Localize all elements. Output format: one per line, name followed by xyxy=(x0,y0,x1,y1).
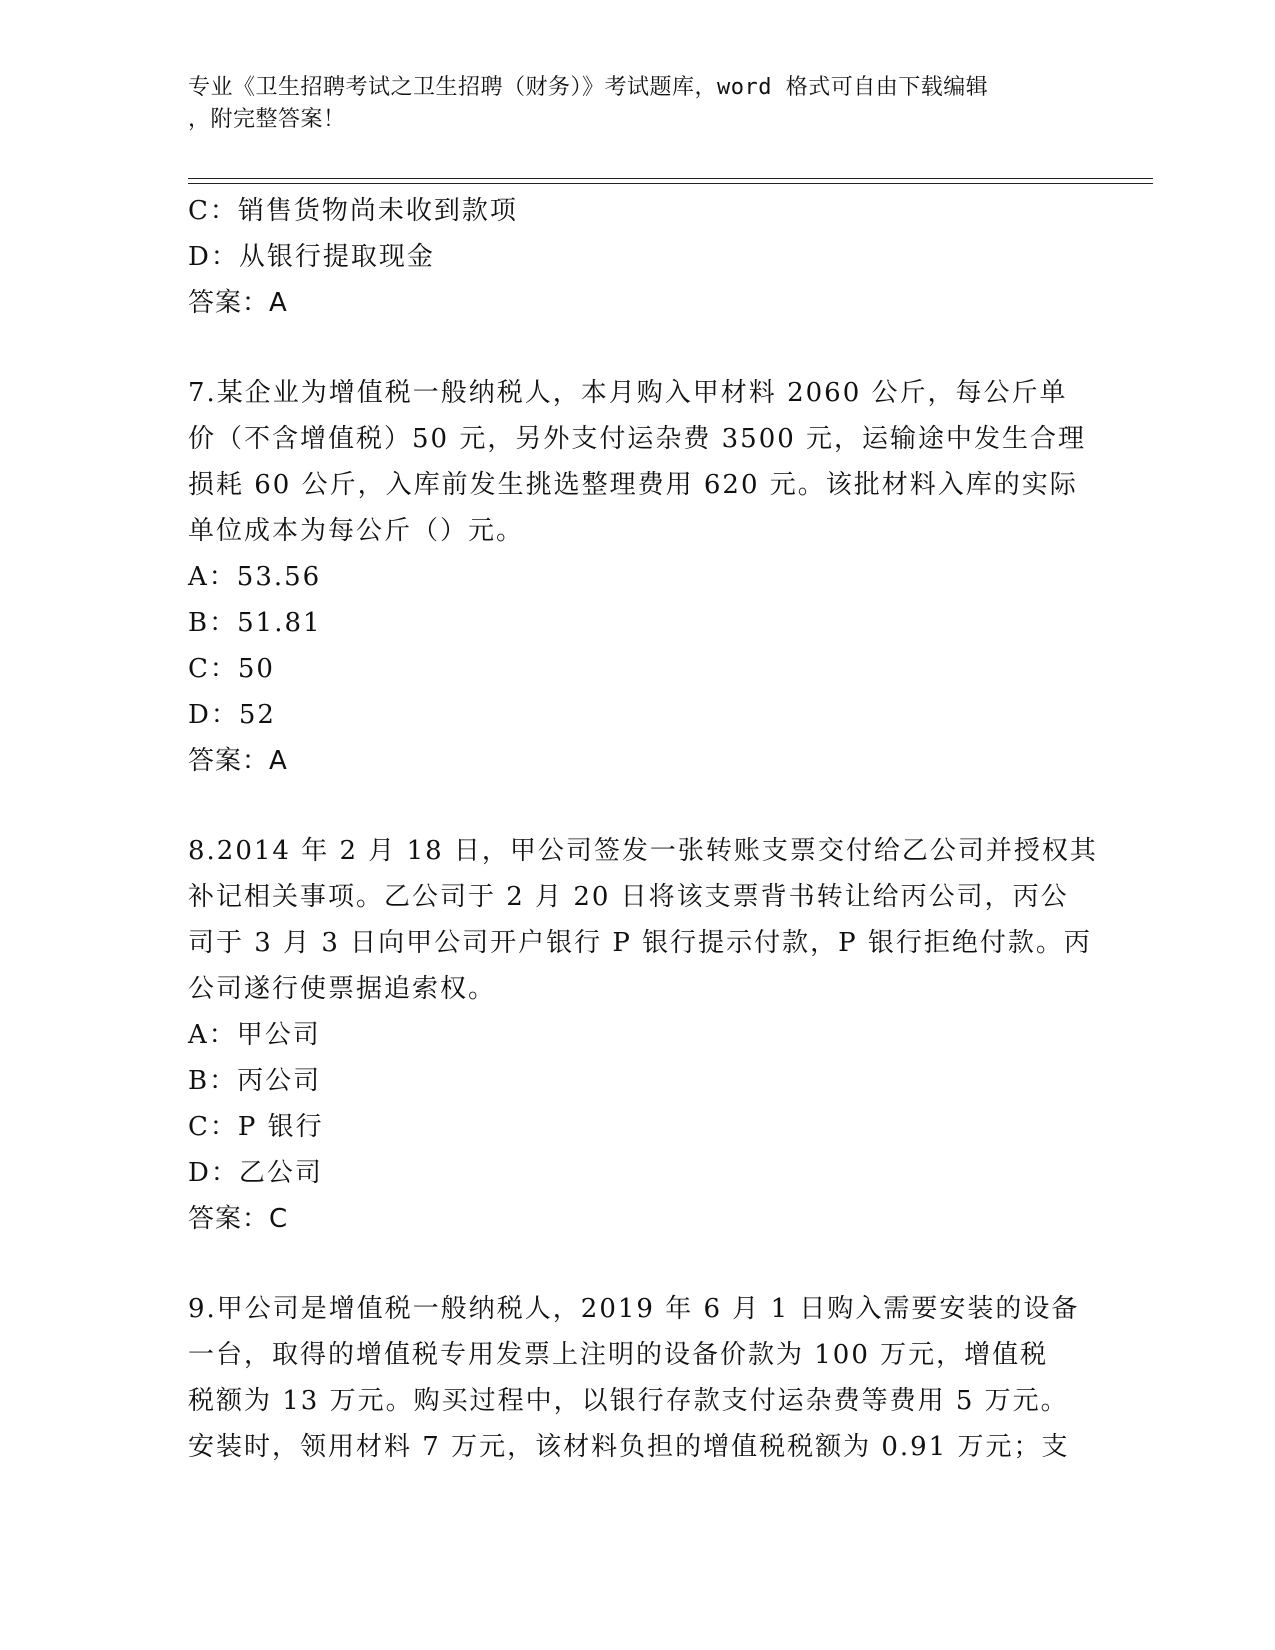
question-block-7 xyxy=(188,370,1088,784)
option-b: B：丙公司 xyxy=(188,1066,322,1096)
question-block-6 xyxy=(188,188,1088,326)
question-text-line: 7.某企业为增值税一般纳税人，本月购入甲材料 2060 公斤，每公斤单 xyxy=(188,378,1068,408)
question-block-8 xyxy=(188,828,1098,1242)
question-text-line: 补记相关事项。乙公司于 2 月 20 日将该支票背书转让给丙公司，丙公 xyxy=(188,882,1069,912)
option-d: D：乙公司 xyxy=(188,1158,323,1188)
question-text-line: 安装时，领用材料 7 万元，该材料负担的增值税税额为 0.91 万元；支 xyxy=(188,1432,1070,1462)
header-line-1: 专业《卫生招聘考试之卫生招聘（财务）》考试题库，word 格式可自由下载编辑 xyxy=(188,75,989,100)
option-a: A：53.56 xyxy=(188,562,322,592)
question-text-line: 一台，取得的增值税专用发票上注明的设备价款为 100 万元，增值税 xyxy=(188,1340,1049,1370)
question-text-line: 司于 3 月 3 日向甲公司开户银行 P 银行提示付款，P 银行拒绝付款。丙 xyxy=(188,928,1092,958)
question-text-line: 9.甲公司是增值税一般纳税人，2019 年 6 月 1 日购入需要安装的设备 xyxy=(188,1294,1080,1324)
question-text-line: 价（不含增值税）50 元，另外支付运杂费 3500 元，运输途中发生合理 xyxy=(188,424,1087,454)
header-divider-top xyxy=(188,178,1153,179)
spacer xyxy=(188,326,1088,370)
option-a: A：甲公司 xyxy=(188,1020,321,1050)
header-divider-bottom xyxy=(188,183,1153,184)
header-line-2: ，附完整答案！ xyxy=(188,107,346,132)
question-text-line: 8.2014 年 2 月 18 日，甲公司签发一张转账支票交付给乙公司并授权其 xyxy=(188,836,1098,866)
question-block-9 xyxy=(188,1286,1088,1470)
option-d: D：从银行提取现金 xyxy=(188,242,435,272)
spacer xyxy=(188,1242,1088,1286)
answer-line: 答案：A xyxy=(188,288,288,318)
option-c: C：销售货物尚未收到款项 xyxy=(188,196,518,226)
answer-line: 答案：C xyxy=(188,1204,289,1234)
answer-line: 答案：A xyxy=(188,746,288,776)
option-c: C：P 银行 xyxy=(188,1112,324,1142)
question-text-line: 单位成本为每公斤（）元。 xyxy=(188,516,525,546)
option-c: C：50 xyxy=(188,654,275,684)
question-text-line: 税额为 13 万元。购买过程中，以银行存款支付运杂费等费用 5 万元。 xyxy=(188,1386,1069,1416)
document-header xyxy=(188,72,1078,136)
question-text-line: 损耗 60 公斤，入库前发生挑选整理费用 620 元。该批材料入库的实际 xyxy=(188,470,1078,500)
option-b: B：51.81 xyxy=(188,608,322,638)
question-text-line: 公司遂行使票据追索权。 xyxy=(188,974,497,1004)
option-d: D：52 xyxy=(188,700,276,730)
spacer xyxy=(188,784,1088,828)
question-list xyxy=(188,188,1098,1470)
